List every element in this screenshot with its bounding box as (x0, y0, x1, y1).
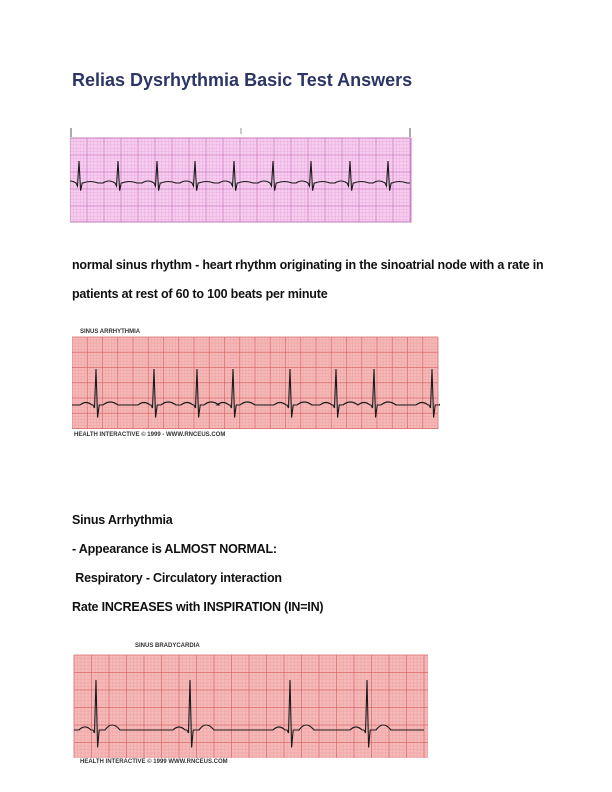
nsr-line-1: normal sinus rhythm - heart rhythm originating in the sinoatrial node with a rate in (72, 258, 544, 272)
ecg-strip-normal-sinus (70, 128, 412, 224)
ecg-strip-sinus-bradycardia (72, 640, 432, 770)
strip-label-sinus-bradycardia: SINUS BRADYCARDIA (135, 643, 200, 649)
nsr-line-2: patients at rest of 60 to 100 beats per minute (72, 287, 328, 301)
sa-line-3: Rate INCREASES with INSPIRATION (IN=IN) (72, 600, 324, 614)
page-title: Relias Dysrhythmia Basic Test Answers (72, 70, 413, 90)
ecg-strip-sinus-arrhythmia (72, 327, 440, 442)
sa-line-1: - Appearance is ALMOST NORMAL: (72, 542, 277, 556)
strip-credit-sinus-bradycardia: HEALTH INTERACTIVE © 1999 WWW.RNCEUS.COM (80, 759, 228, 765)
strip-credit-sinus-arrhythmia: HEALTH INTERACTIVE © 1999 - WWW.RNCEUS.COM (74, 432, 226, 438)
strip-label-sinus-arrhythmia: SINUS ARRHYTHMIA (80, 329, 141, 335)
sa-heading: Sinus Arrhythmia (72, 513, 173, 527)
ecg-normal-sinus-svg (70, 128, 412, 224)
sa-line-2: Respiratory - Circulatory interaction (72, 571, 282, 585)
